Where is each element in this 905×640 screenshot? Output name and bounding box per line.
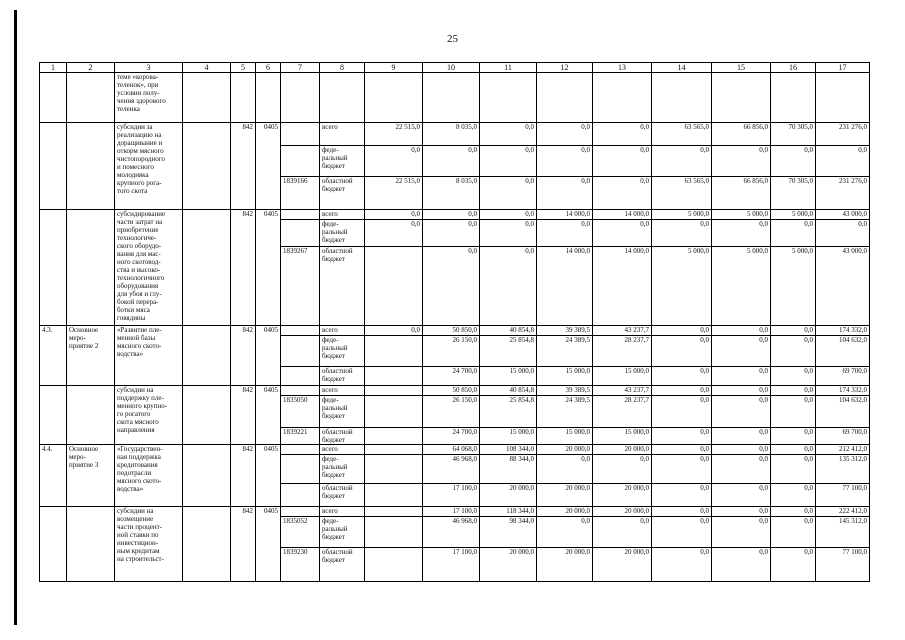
amount-cell: 20 000,0 [593,548,652,582]
page-number: 25 [447,33,458,45]
amount-cell [593,73,652,123]
amount-cell: 0,0 [365,326,423,336]
csr-code-cell [281,123,320,146]
amount-cell: 0,0 [365,220,423,247]
amount-cell [365,517,423,548]
item-number-cell [40,73,67,123]
funding-source-cell: феде- ральный бюджет [320,455,365,484]
amount-cell: 0,0 [423,247,480,326]
csr-code-cell [281,146,320,177]
amount-cell: 0,0 [593,177,652,210]
amount-cell: 0,0 [712,396,771,428]
amount-cell: 26 150,0 [423,396,480,428]
responsible-cell [183,210,231,326]
column-number-6: 6 [256,63,281,73]
amount-cell: 17 100,0 [423,507,480,517]
amount-cell: 0,0 [365,146,423,177]
amount-cell: 145 312,0 [816,517,870,548]
amount-cell: 5 000,0 [652,210,712,220]
amount-cell [365,336,423,367]
rzpr-code-cell: 0405 [256,445,281,507]
amount-cell: 0,0 [652,220,712,247]
amount-cell: 15 000,0 [537,367,593,386]
column-number-17: 17 [816,63,870,73]
amount-cell: 46 968,0 [423,517,480,548]
amount-cell: 0,0 [771,367,816,386]
amount-cell: 0,0 [480,146,537,177]
amount-cell: 0,0 [480,210,537,220]
column-number-8: 8 [320,63,365,73]
measure-description-cell: субсидии на поддержку пле- менного крупно- го рогатого скота мясного направления [115,386,183,445]
amount-cell: 104 632,0 [816,396,870,428]
funding-source-cell: областной бюджет [320,548,365,582]
column-number-11: 11 [480,63,537,73]
amount-cell: 0,0 [593,517,652,548]
amount-cell: 0,0 [712,386,771,396]
amount-cell: 69 700,0 [816,428,870,445]
column-number-7: 7 [281,63,320,73]
table-row [40,123,870,146]
funding-source-cell: всего [320,326,365,336]
amount-cell [365,507,423,517]
amount-cell: 0,0 [652,367,712,386]
amount-cell: 231 276,0 [816,177,870,210]
amount-cell: 66 856,0 [712,123,771,146]
measure-name-cell [67,507,115,582]
amount-cell: 0,0 [771,220,816,247]
amount-cell: 15 000,0 [593,367,652,386]
column-number-16: 16 [771,63,816,73]
amount-cell: 0,0 [712,146,771,177]
table-row [40,386,870,396]
column-number-15: 15 [712,63,771,73]
amount-cell: 43 237,7 [593,326,652,336]
amount-cell: 0,0 [365,210,423,220]
amount-cell: 26 150,0 [423,336,480,367]
funding-source-cell: областной бюджет [320,177,365,210]
amount-cell: 46 968,0 [423,455,480,484]
column-number-14: 14 [652,63,712,73]
funding-source-cell: феде- ральный бюджет [320,146,365,177]
amount-cell [712,73,771,123]
amount-cell: 0,0 [771,507,816,517]
csr-code-cell [281,210,320,220]
measure-name-cell: Основное меро- приятие 3 [67,445,115,507]
measure-description-cell: субсидии за реализацию на доращивание и откорм мясного чистопородного и помесного молодняка крупного рога- того скота [115,123,183,210]
measure-name-cell [67,210,115,326]
amount-cell [365,247,423,326]
funding-source-cell: областной бюджет [320,367,365,386]
amount-cell: 0,0 [537,220,593,247]
amount-cell: 108 344,0 [480,445,537,455]
measure-description-cell: субсидирование части затрат на приобретение технологиче- ского оборудо- вания для мас- ного скотовод- ства и высоко- технологичного оборудования для убоя и глу- бокой перера- ботки мяса говядины [115,210,183,326]
amount-cell: 50 850,0 [423,386,480,396]
table-row [40,73,870,123]
amount-cell: 0,0 [712,445,771,455]
amount-cell [480,73,537,123]
amount-cell: 64 068,0 [423,445,480,455]
funding-source-cell [320,73,365,123]
column-number-row [40,63,870,73]
csr-code-cell [281,367,320,386]
amount-cell: 0,0 [423,220,480,247]
amount-cell: 24 389,5 [537,336,593,367]
table-row [40,507,870,517]
table-row [40,445,870,455]
amount-cell: 0,0 [593,455,652,484]
grbs-code-cell: 842 [231,123,256,210]
funding-source-cell: феде- ральный бюджет [320,517,365,548]
csr-code-cell: 1839230 [281,548,320,582]
amount-cell: 20 000,0 [480,548,537,582]
amount-cell: 50 850,0 [423,326,480,336]
amount-cell: 63 565,0 [652,177,712,210]
amount-cell: 20 000,0 [593,445,652,455]
amount-cell: 0,0 [771,445,816,455]
amount-cell: 25 854,8 [480,396,537,428]
funding-source-cell: всего [320,210,365,220]
csr-code-cell: 1835052 [281,517,320,548]
amount-cell: 28 237,7 [593,396,652,428]
amount-cell: 15 000,0 [480,428,537,445]
amount-cell: 0,0 [712,220,771,247]
grbs-code-cell: 842 [231,210,256,326]
measure-description-cell: «Государствен- ная поддержка кредитования подотрасли мясного ското- водства» [115,445,183,507]
amount-cell: 174 332,0 [816,386,870,396]
funding-source-cell: областной бюджет [320,247,365,326]
amount-cell: 0,0 [652,445,712,455]
amount-cell: 5 000,0 [771,210,816,220]
amount-cell: 66 856,0 [712,177,771,210]
budget-table [39,62,870,582]
amount-cell: 0,0 [712,367,771,386]
column-number-5: 5 [231,63,256,73]
amount-cell: 212 412,0 [816,445,870,455]
amount-cell: 20 000,0 [537,445,593,455]
amount-cell: 0,0 [652,484,712,507]
responsible-cell [183,73,231,123]
amount-cell: 98 344,0 [480,517,537,548]
amount-cell: 20 000,0 [593,507,652,517]
rzpr-code-cell [256,73,281,123]
amount-cell: 0,0 [652,336,712,367]
amount-cell: 39 389,5 [537,386,593,396]
amount-cell: 0,0 [712,548,771,582]
csr-code-cell [281,73,320,123]
measure-description-cell: теме «корова- теленок», при условии полу- чения здорового теленка [115,73,183,123]
amount-cell: 0,0 [771,396,816,428]
responsible-cell [183,445,231,507]
rzpr-code-cell: 0405 [256,210,281,326]
amount-cell: 15 000,0 [537,428,593,445]
column-number-10: 10 [423,63,480,73]
amount-cell: 25 854,8 [480,336,537,367]
amount-cell: 0,0 [537,177,593,210]
csr-code-cell: 1839267 [281,247,320,326]
csr-code-cell [281,507,320,517]
measure-description-cell: «Развитие пле- менной базы мясного ското- водства» [115,326,183,386]
amount-cell [365,548,423,582]
amount-cell: 40 854,8 [480,326,537,336]
item-number-cell [40,123,67,210]
amount-cell: 174 332,0 [816,326,870,336]
amount-cell: 0,0 [480,123,537,146]
amount-cell [537,73,593,123]
amount-cell: 14 000,0 [593,247,652,326]
amount-cell: 0,0 [771,386,816,396]
amount-cell: 5 000,0 [652,247,712,326]
item-number-cell [40,210,67,326]
item-number-cell [40,386,67,445]
amount-cell: 0,0 [712,507,771,517]
amount-cell: 0,0 [652,507,712,517]
responsible-cell [183,507,231,582]
amount-cell: 0,0 [480,177,537,210]
responsible-cell [183,123,231,210]
amount-cell: 0,0 [652,386,712,396]
amount-cell: 0,0 [712,428,771,445]
csr-code-cell [281,336,320,367]
amount-cell [423,73,480,123]
page-edge-bar [14,10,17,625]
amount-cell: 39 389,5 [537,326,593,336]
amount-cell: 5 000,0 [712,247,771,326]
column-number-12: 12 [537,63,593,73]
measure-name-cell: Основное меро- приятие 2 [67,326,115,386]
amount-cell: 14 000,0 [537,210,593,220]
amount-cell: 0,0 [652,428,712,445]
amount-cell: 24 700,0 [423,428,480,445]
amount-cell: 77 100,0 [816,484,870,507]
amount-cell: 0,0 [537,146,593,177]
grbs-code-cell [231,73,256,123]
funding-source-cell: всего [320,445,365,455]
amount-cell: 0,0 [816,146,870,177]
amount-cell: 5 000,0 [771,247,816,326]
amount-cell: 15 000,0 [480,367,537,386]
amount-cell: 20 000,0 [593,484,652,507]
amount-cell: 0,0 [652,396,712,428]
amount-cell [816,73,870,123]
column-number-13: 13 [593,63,652,73]
amount-cell: 43 237,7 [593,386,652,396]
amount-cell [365,484,423,507]
amount-cell: 0,0 [652,326,712,336]
amount-cell: 0,0 [652,517,712,548]
amount-cell: 20 000,0 [480,484,537,507]
csr-code-cell [281,386,320,396]
amount-cell: 40 854,8 [480,386,537,396]
item-number-cell: 4.3. [40,326,67,386]
column-number-1: 1 [40,63,67,73]
amount-cell: 0,0 [652,455,712,484]
amount-cell: 0,0 [480,220,537,247]
amount-cell [365,73,423,123]
funding-source-cell: феде- ральный бюджет [320,220,365,247]
amount-cell: 14 000,0 [537,247,593,326]
amount-cell: 28 237,7 [593,336,652,367]
amount-cell: 77 100,0 [816,548,870,582]
measure-name-cell [67,123,115,210]
funding-source-cell: всего [320,123,365,146]
amount-cell: 20 000,0 [537,507,593,517]
amount-cell: 0,0 [771,428,816,445]
responsible-cell [183,386,231,445]
rzpr-code-cell: 0405 [256,507,281,582]
funding-source-cell: всего [320,507,365,517]
amount-cell: 0,0 [537,455,593,484]
csr-code-cell: 1839221 [281,428,320,445]
amount-cell: 222 412,0 [816,507,870,517]
amount-cell [365,428,423,445]
table-row [40,326,870,336]
grbs-code-cell: 842 [231,326,256,386]
measure-name-cell [67,73,115,123]
amount-cell: 0,0 [712,517,771,548]
grbs-code-cell: 842 [231,386,256,445]
amount-cell: 0,0 [537,517,593,548]
amount-cell [365,455,423,484]
measure-name-cell [67,386,115,445]
amount-cell: 22 515,0 [365,123,423,146]
amount-cell: 17 100,0 [423,548,480,582]
csr-code-cell [281,326,320,336]
column-number-3: 3 [115,63,183,73]
csr-code-cell: 1835050 [281,396,320,428]
amount-cell [365,386,423,396]
amount-cell: 0,0 [423,210,480,220]
amount-cell: 0,0 [652,548,712,582]
amount-cell: 20 000,0 [537,484,593,507]
amount-cell [365,445,423,455]
column-number-2: 2 [67,63,115,73]
amount-cell: 0,0 [771,326,816,336]
amount-cell: 0,0 [771,548,816,582]
csr-code-cell [281,484,320,507]
csr-code-cell [281,220,320,247]
amount-cell [652,73,712,123]
csr-code-cell: 1839166 [281,177,320,210]
amount-cell: 0,0 [652,146,712,177]
amount-cell [771,73,816,123]
amount-cell: 0,0 [771,455,816,484]
amount-cell: 0,0 [480,247,537,326]
amount-cell: 70 305,0 [771,123,816,146]
funding-source-cell: областной бюджет [320,484,365,507]
funding-source-cell: областной бюджет [320,428,365,445]
amount-cell: 43 000,0 [816,210,870,220]
amount-cell: 0,0 [593,220,652,247]
item-number-cell: 4.4. [40,445,67,507]
amount-cell: 17 100,0 [423,484,480,507]
amount-cell: 43 000,0 [816,247,870,326]
amount-cell: 0,0 [593,123,652,146]
amount-cell: 0,0 [712,326,771,336]
amount-cell: 135 312,0 [816,455,870,484]
funding-source-cell: феде- ральный бюджет [320,336,365,367]
amount-cell: 231 276,0 [816,123,870,146]
amount-cell: 0,0 [712,455,771,484]
amount-cell: 0,0 [771,517,816,548]
amount-cell: 0,0 [771,484,816,507]
grbs-code-cell: 842 [231,445,256,507]
amount-cell: 0,0 [712,336,771,367]
table-row [40,210,870,220]
item-number-cell [40,507,67,582]
amount-cell: 0,0 [423,146,480,177]
amount-cell: 63 565,0 [652,123,712,146]
amount-cell: 88 344,0 [480,455,537,484]
amount-cell: 14 000,0 [593,210,652,220]
amount-cell: 8 035,0 [423,123,480,146]
amount-cell: 8 035,0 [423,177,480,210]
amount-cell: 118 344,0 [480,507,537,517]
measure-description-cell: субсидии на возмещение части процент- ной ставки по инвестицион- ным кредитам на строительст- [115,507,183,582]
amount-cell: 0,0 [593,146,652,177]
table-body [40,73,870,582]
amount-cell: 69 700,0 [816,367,870,386]
amount-cell: 70 305,0 [771,177,816,210]
amount-cell: 15 000,0 [593,428,652,445]
csr-code-cell [281,455,320,484]
amount-cell: 24 389,5 [537,396,593,428]
amount-cell: 24 700,0 [423,367,480,386]
amount-cell: 20 000,0 [537,548,593,582]
amount-cell: 0,0 [537,123,593,146]
rzpr-code-cell: 0405 [256,386,281,445]
amount-cell: 5 000,0 [712,210,771,220]
funding-source-cell: феде- ральный бюджет [320,396,365,428]
csr-code-cell [281,445,320,455]
amount-cell: 0,0 [816,220,870,247]
column-number-9: 9 [365,63,423,73]
amount-cell: 0,0 [771,336,816,367]
amount-cell [365,396,423,428]
grbs-code-cell: 842 [231,507,256,582]
amount-cell [365,367,423,386]
column-number-4: 4 [183,63,231,73]
rzpr-code-cell: 0405 [256,326,281,386]
responsible-cell [183,326,231,386]
amount-cell: 22 515,0 [365,177,423,210]
amount-cell: 0,0 [771,146,816,177]
amount-cell: 104 632,0 [816,336,870,367]
funding-source-cell: всего [320,386,365,396]
amount-cell: 0,0 [712,484,771,507]
rzpr-code-cell: 0405 [256,123,281,210]
